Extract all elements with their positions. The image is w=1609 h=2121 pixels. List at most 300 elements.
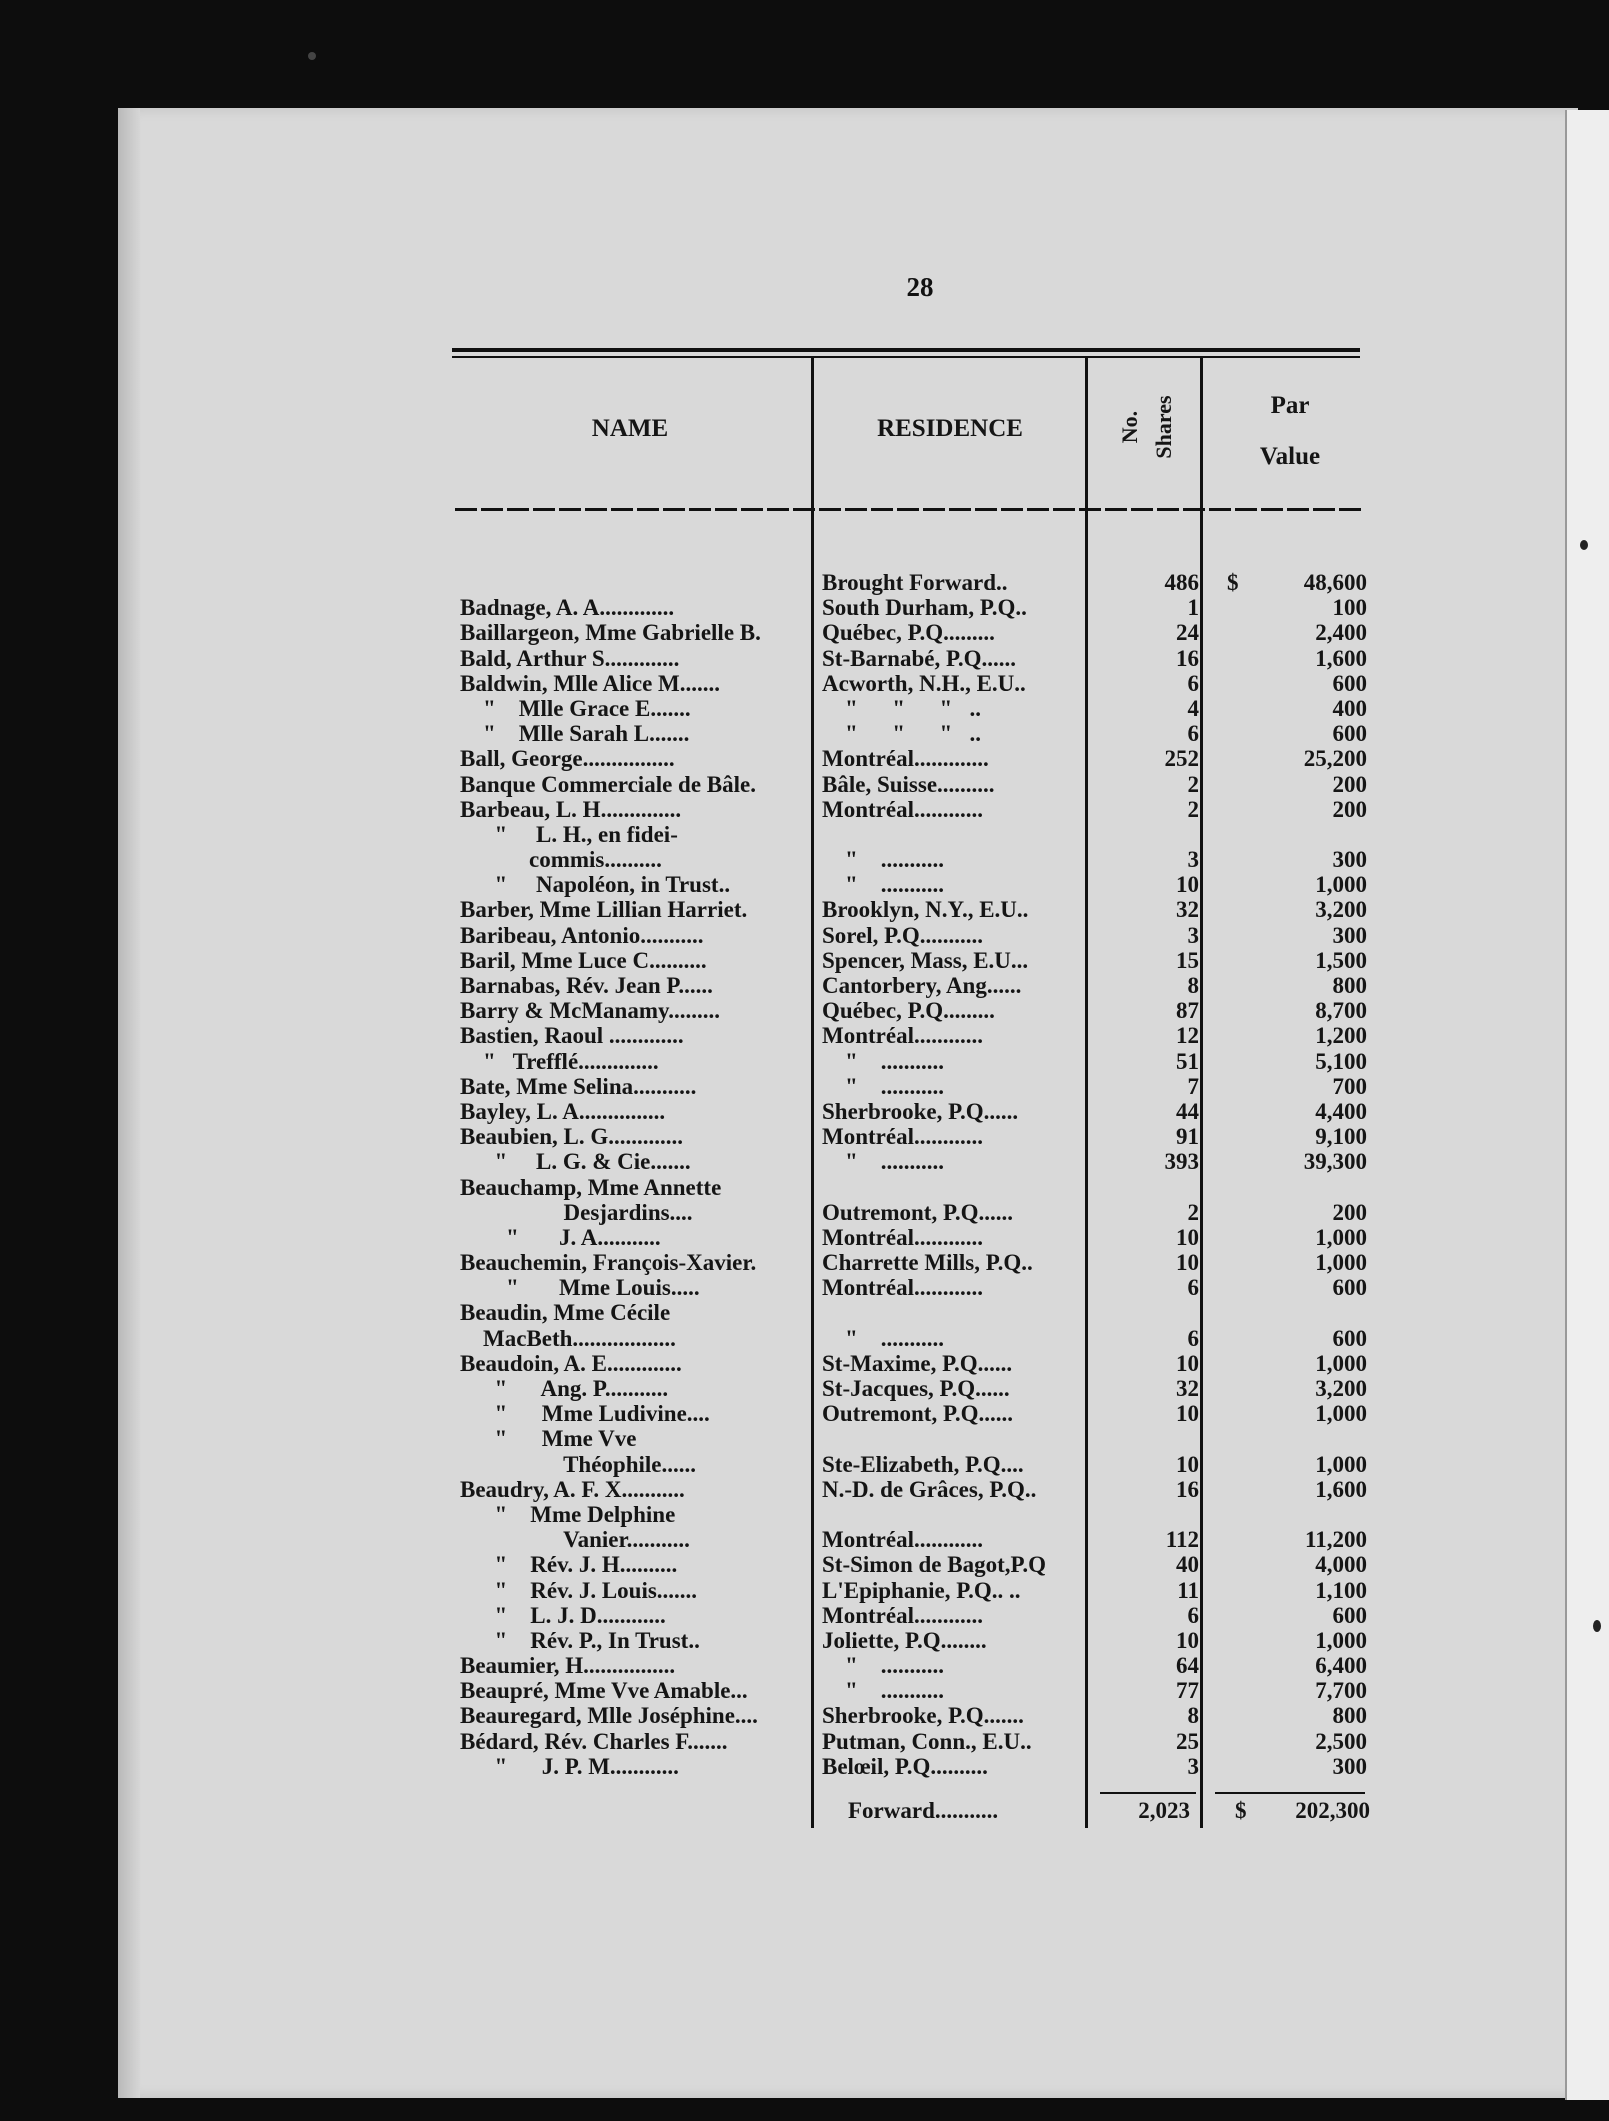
shares-count: 10: [1176, 1627, 1199, 1653]
header-rule: [455, 508, 1363, 511]
shares-count: 10: [1176, 1250, 1199, 1276]
table-row: [460, 1603, 1380, 1628]
residence: Montréal............: [822, 1224, 983, 1250]
shares-count: 10: [1176, 1451, 1199, 1477]
scan-speck: [1580, 540, 1588, 550]
residence: South Durham, P.Q..: [822, 595, 1027, 621]
residence: Outremont, P.Q......: [822, 1199, 1014, 1225]
header-par-line1: Par: [1270, 392, 1310, 419]
shareholder-name: " Rév. P., In Trust..: [460, 1627, 700, 1653]
shareholder-name: " Rév. J. H..........: [460, 1552, 678, 1578]
shareholder-name: Beauchamp, Mme Annette: [460, 1174, 722, 1200]
par-value: 300: [1332, 847, 1367, 873]
par-value: [1247, 1502, 1367, 1527]
table-row: [460, 1401, 1380, 1426]
residence: Montréal............: [822, 796, 983, 822]
table-row: [460, 1502, 1380, 1527]
residence: Belœil, P.Q..........: [822, 1753, 988, 1779]
residence: [822, 1502, 1087, 1527]
par-value: 200: [1332, 1199, 1367, 1225]
shareholder-name: Beaubien, L. G.............: [460, 1124, 684, 1150]
shareholder-name: Beaudin, Mme Cécile: [460, 1300, 671, 1326]
par-value: 3,200: [1315, 1376, 1367, 1401]
dollar-sign: [1227, 847, 1247, 872]
residence: Québec, P.Q.........: [822, 998, 995, 1024]
shares-count: 6: [1187, 1275, 1199, 1301]
shares-count: 2: [1187, 771, 1199, 797]
table-row: [460, 595, 1380, 620]
par-value: 48,600: [1303, 570, 1367, 595]
dollar-sign: [1227, 620, 1247, 645]
par-value: 1,000: [1315, 1627, 1367, 1653]
shares-count: 15: [1176, 947, 1199, 973]
shares-count: 8: [1187, 973, 1199, 998]
shareholder-name: Beauregard, Mlle Joséphine....: [460, 1703, 758, 1729]
dollar-sign: [1227, 746, 1247, 771]
shares-count: [1090, 1175, 1205, 1200]
table-row: [460, 897, 1380, 922]
dollar-sign: [1227, 1275, 1247, 1300]
dollar-sign: $: [1227, 570, 1239, 595]
par-value: 100: [1332, 595, 1367, 621]
par-value: 600: [1332, 670, 1367, 696]
table-row: [460, 822, 1380, 847]
residence: Outremont, P.Q......: [822, 1401, 1014, 1427]
residence: [822, 822, 1087, 847]
dollar-sign: [1227, 973, 1247, 998]
table-row: [460, 1653, 1380, 1678]
dollar-sign: [1227, 797, 1247, 822]
residence: St-Simon de Bagot,P.Q: [822, 1552, 1047, 1578]
dollar-sign: [1227, 1729, 1247, 1754]
shareholder-name: commis..........: [460, 847, 662, 873]
par-value: [1247, 1426, 1367, 1451]
par-value: 1,200: [1315, 1023, 1367, 1049]
dollar-sign: [1227, 1225, 1247, 1250]
table-row: [460, 772, 1380, 797]
shareholder-name: Vanier...........: [460, 1527, 690, 1553]
shareholder-name: Ball, George................: [460, 746, 675, 772]
dollar-sign: [1227, 1703, 1247, 1728]
dollar-sign: [1227, 1200, 1247, 1225]
footer-rule-shares: [1100, 1792, 1196, 1794]
residence: Montréal............: [822, 1124, 983, 1150]
dollar-sign: [1227, 1401, 1247, 1426]
top-rule-thick: [452, 348, 1360, 352]
table-row: [460, 570, 1380, 595]
shareholder-name: " Ang. P...........: [460, 1376, 669, 1401]
table-row: [460, 1552, 1380, 1577]
par-value: [1247, 1300, 1367, 1325]
residence: " ...........: [822, 1073, 945, 1099]
header-shares-line2: Shares: [1151, 395, 1176, 459]
shareholder-name: " J. A...........: [460, 1224, 661, 1250]
residence: Spencer, Mass, E.U...: [822, 947, 1029, 973]
residence: [822, 1175, 1087, 1200]
header-name: NAME: [591, 415, 669, 442]
scan-speck: [308, 52, 316, 60]
dollar-sign: [1227, 646, 1247, 671]
shares-count: 486: [1164, 570, 1199, 595]
dollar-sign: [1227, 897, 1247, 922]
residence: Montréal............: [822, 1602, 983, 1628]
shares-count: 16: [1176, 1476, 1199, 1502]
shares-count: 7: [1187, 1073, 1199, 1099]
par-value: 800: [1332, 1703, 1367, 1729]
residence: Cantorbery, Ang......: [822, 973, 1022, 998]
dollar-sign: [1227, 1250, 1247, 1275]
table-row: [460, 1049, 1380, 1074]
residence: L'Epiphanie, P.Q.. ..: [822, 1577, 1021, 1603]
par-value: 600: [1332, 721, 1367, 747]
table-row: [460, 1074, 1380, 1099]
table-row: [460, 847, 1380, 872]
par-value: 8,700: [1315, 998, 1367, 1024]
table-row: [460, 1225, 1380, 1250]
header-shares-line1: No.: [1117, 410, 1142, 444]
table-row: [460, 923, 1380, 948]
footer-par-total: 202,300: [1295, 1798, 1370, 1823]
shares-count: [1090, 822, 1205, 847]
shareholder-name: " Mme Vve: [460, 1426, 637, 1452]
footer-rule-par: [1215, 1792, 1365, 1794]
par-value: 6,400: [1315, 1653, 1367, 1679]
dollar-sign: [1227, 1452, 1247, 1477]
table-row: [460, 1376, 1380, 1401]
shares-count: 393: [1164, 1149, 1199, 1175]
residence: Montréal............: [822, 1527, 983, 1553]
table-row: [460, 1099, 1380, 1124]
shares-count: 112: [1165, 1527, 1199, 1553]
par-value: 700: [1332, 1073, 1367, 1099]
footer-shares-total: 2,023: [1138, 1798, 1190, 1823]
table-row: [460, 1124, 1380, 1149]
residence: St-Barnabé, P.Q......: [822, 645, 1017, 671]
dollar-sign: [1227, 1149, 1247, 1174]
dollar-sign: [1227, 1049, 1247, 1074]
scan-speck: [1593, 1620, 1601, 1632]
residence: " ...........: [822, 872, 945, 898]
table-row: [460, 1527, 1380, 1552]
dollar-sign: [1227, 1653, 1247, 1678]
table-row: [460, 1351, 1380, 1376]
par-value: 800: [1332, 973, 1367, 998]
table-row: [460, 721, 1380, 746]
dollar-sign: [1227, 1376, 1247, 1401]
footer-forward-label: Forward...........: [848, 1798, 999, 1823]
shares-count: 10: [1176, 872, 1199, 898]
shareholder-name: Beaudry, A. F. X...........: [460, 1476, 685, 1502]
shares-count: 64: [1176, 1653, 1199, 1679]
dollar-sign: [1227, 772, 1247, 797]
shares-count: 2: [1187, 1199, 1199, 1225]
residence: " ...........: [822, 847, 945, 873]
page-number: 28: [906, 272, 934, 302]
shares-count: 6: [1187, 670, 1199, 696]
table-row: [460, 1250, 1380, 1275]
dollar-sign: [1227, 1502, 1247, 1527]
par-value: 9,100: [1315, 1124, 1367, 1150]
dollar-sign: [1227, 696, 1247, 721]
table-row: [460, 1578, 1380, 1603]
shares-count: 6: [1187, 1325, 1199, 1351]
par-value: 600: [1332, 1602, 1367, 1628]
header-par-line2: Value: [1259, 443, 1321, 470]
shareholder-name: " Rév. J. Louis.......: [460, 1577, 698, 1603]
shareholder-name: " Mme Louis.....: [460, 1275, 700, 1301]
par-value: 7,700: [1315, 1678, 1367, 1704]
table-row: [460, 620, 1380, 645]
shareholder-name: " L. J. D............: [460, 1602, 666, 1628]
table-row: [460, 696, 1380, 721]
shares-count: 44: [1176, 1098, 1199, 1124]
shares-count: 25: [1176, 1728, 1199, 1754]
table-row: [460, 872, 1380, 897]
par-value: 4,400: [1315, 1098, 1367, 1124]
par-value: 200: [1332, 771, 1367, 797]
residence: " " " ..: [822, 721, 982, 747]
par-value: [1247, 1175, 1367, 1200]
table-row: [460, 746, 1380, 771]
par-value: 3,200: [1315, 897, 1367, 923]
shareholder-name: " Mme Delphine: [460, 1501, 676, 1527]
residence: Ste-Elizabeth, P.Q....: [822, 1451, 1024, 1477]
dollar-sign: [1227, 595, 1247, 620]
table-row: [460, 1754, 1380, 1779]
dollar-sign: [1227, 1552, 1247, 1577]
par-value: 2,400: [1315, 620, 1367, 646]
par-value: 2,500: [1315, 1728, 1367, 1754]
par-value: 1,000: [1315, 1401, 1367, 1427]
shareholder-name: Banque Commerciale de Bâle.: [460, 771, 756, 797]
table-row: [460, 1275, 1380, 1300]
shareholder-name: Beaumier, H................: [460, 1653, 676, 1679]
footer-dollar-sign: $: [1235, 1798, 1247, 1823]
par-value: 39,300: [1303, 1149, 1367, 1175]
shareholder-name: " Mlle Grace E.......: [460, 695, 691, 721]
dollar-sign: [1227, 1124, 1247, 1149]
residence: Putman, Conn., E.U..: [822, 1728, 1032, 1754]
residence: Joliette, P.Q........: [822, 1627, 987, 1653]
par-value: 300: [1332, 1753, 1367, 1779]
residence: Montréal............: [822, 1275, 983, 1301]
dollar-sign: [1227, 671, 1247, 696]
shareholder-table: [460, 570, 1380, 1779]
dollar-sign: [1227, 1754, 1247, 1779]
shareholder-name: Bastien, Raoul .............: [460, 1023, 684, 1049]
shareholder-name: Baril, Mme Luce C..........: [460, 947, 707, 973]
shares-count: 32: [1176, 1376, 1199, 1401]
shares-count: 11: [1177, 1577, 1199, 1603]
shares-count: 12: [1176, 1023, 1199, 1049]
dollar-sign: [1227, 1426, 1247, 1451]
table-row: [460, 1200, 1380, 1225]
par-value: 1,600: [1315, 1476, 1367, 1502]
residence: Charrette Mills, P.Q..: [822, 1250, 1033, 1276]
shares-count: 40: [1176, 1552, 1199, 1578]
table-row: [460, 797, 1380, 822]
shares-count: 10: [1176, 1401, 1199, 1427]
table-row: [460, 948, 1380, 973]
residence: St-Maxime, P.Q......: [822, 1350, 1013, 1376]
shares-count: 6: [1187, 721, 1199, 747]
residence: Sherbrooke, P.Q.......: [822, 1703, 1024, 1729]
dollar-sign: [1227, 872, 1247, 897]
shares-count: 1: [1187, 595, 1199, 621]
shares-count: 32: [1176, 897, 1199, 923]
shareholder-name: Bate, Mme Selina...........: [460, 1073, 697, 1099]
shareholder-name: Bédard, Rév. Charles F.......: [460, 1728, 728, 1754]
shares-count: 10: [1176, 1224, 1199, 1250]
shares-count: 3: [1187, 922, 1199, 948]
shares-count: 91: [1176, 1124, 1199, 1150]
table-row: [460, 1326, 1380, 1351]
par-value: 1,100: [1315, 1577, 1367, 1603]
residence: " ...........: [822, 1325, 945, 1351]
shareholder-name: Barry & McManamy.........: [460, 998, 720, 1024]
shareholder-name: Beaupré, Mme Vve Amable...: [460, 1678, 748, 1704]
shares-count: 4: [1187, 695, 1199, 721]
residence: Sorel, P.Q...........: [822, 922, 984, 948]
shares-count: 10: [1176, 1350, 1199, 1376]
residence: Bâle, Suisse..........: [822, 771, 995, 797]
par-value: 400: [1332, 695, 1367, 721]
residence: Sherbrooke, P.Q......: [822, 1098, 1019, 1124]
residence: " ...........: [822, 1678, 945, 1704]
shares-count: 51: [1176, 1048, 1199, 1074]
par-value: 1,000: [1315, 872, 1367, 898]
par-value: 600: [1332, 1325, 1367, 1351]
table-row: [460, 1477, 1380, 1502]
shareholder-name: Beauchemin, François-Xavier.: [460, 1250, 757, 1276]
dollar-sign: [1227, 1351, 1247, 1376]
shareholder-name: " Mme Ludivine....: [460, 1401, 710, 1427]
shares-count: 8: [1187, 1703, 1199, 1729]
dollar-sign: [1227, 1099, 1247, 1124]
dollar-sign: [1227, 948, 1247, 973]
dollar-sign: [1227, 923, 1247, 948]
table-row: [460, 1703, 1380, 1728]
residence: N.-D. de Grâces, P.Q..: [822, 1476, 1037, 1502]
residence: Brooklyn, N.Y., E.U..: [822, 897, 1029, 923]
shareholder-name: Théophile......: [460, 1451, 696, 1477]
shareholder-name: " Trefflé..............: [460, 1048, 659, 1074]
shareholder-name: Bald, Arthur S.............: [460, 645, 680, 671]
par-value: 300: [1332, 922, 1367, 948]
par-value: 1,000: [1315, 1451, 1367, 1477]
dollar-sign: [1227, 822, 1247, 847]
dollar-sign: [1227, 1603, 1247, 1628]
shareholder-name: MacBeth..................: [460, 1325, 676, 1351]
table-row: [460, 1175, 1380, 1200]
shareholder-name: Baldwin, Mlle Alice M.......: [460, 670, 721, 696]
dollar-sign: [1227, 1628, 1247, 1653]
shareholder-name: " L. G. & Cie.......: [460, 1149, 691, 1175]
table-row: [460, 1426, 1380, 1451]
par-value: 1,000: [1315, 1224, 1367, 1250]
shareholder-name: Barnabas, Rév. Jean P......: [460, 973, 713, 998]
shares-count: 87: [1176, 998, 1199, 1024]
par-value: 1,000: [1315, 1350, 1367, 1376]
shares-count: [1090, 1502, 1205, 1527]
par-value: 11,200: [1305, 1527, 1367, 1553]
dollar-sign: [1227, 721, 1247, 746]
residence: Montréal.............: [822, 746, 989, 772]
residence: " ...........: [822, 1149, 945, 1175]
par-value: 4,000: [1315, 1552, 1367, 1578]
residence: Montréal............: [822, 1023, 983, 1049]
shareholder-name: Beaudoin, A. E.............: [460, 1350, 682, 1376]
shareholder-name: Barber, Mme Lillian Harriet.: [460, 897, 748, 923]
residence: [822, 1300, 1087, 1325]
shareholder-name: Badnage, A. A.............: [460, 595, 675, 621]
dollar-sign: [1227, 1477, 1247, 1502]
par-value: 1,600: [1315, 645, 1367, 671]
residence: Brought Forward..: [822, 570, 1008, 595]
dollar-sign: [1227, 1300, 1247, 1325]
dollar-sign: [1227, 1023, 1247, 1048]
shareholder-name: Desjardins....: [460, 1199, 693, 1225]
dollar-sign: [1227, 1074, 1247, 1099]
shareholder-name: [460, 570, 812, 595]
shares-count: 6: [1187, 1602, 1199, 1628]
dollar-sign: [1227, 998, 1247, 1023]
shares-count: 3: [1187, 847, 1199, 873]
par-value: 1,000: [1315, 1250, 1367, 1276]
shares-count: 252: [1164, 746, 1199, 772]
shareholder-name: Bayley, L. A...............: [460, 1098, 666, 1124]
table-row: [460, 1628, 1380, 1653]
table-row: [460, 646, 1380, 671]
shareholder-name: " Mlle Sarah L.......: [460, 721, 690, 747]
residence: " " " ..: [822, 695, 982, 721]
table-row: [460, 973, 1380, 998]
par-value: 5,100: [1315, 1048, 1367, 1074]
table-row: [460, 998, 1380, 1023]
table-row: [460, 1023, 1380, 1048]
par-value: [1247, 822, 1367, 847]
shares-count: 2: [1187, 796, 1199, 822]
shareholder-name: Barbeau, L. H..............: [460, 796, 682, 822]
shares-count: [1090, 1300, 1205, 1325]
shareholder-name: Baribeau, Antonio...........: [460, 922, 704, 948]
shareholder-name: " Napoléon, in Trust..: [460, 872, 731, 898]
residence: Acworth, N.H., E.U..: [822, 670, 1026, 696]
residence: Québec, P.Q.........: [822, 620, 995, 646]
header-residence: RESIDENCE: [877, 415, 1023, 442]
residence: " ...........: [822, 1653, 945, 1679]
dollar-sign: [1227, 1527, 1247, 1552]
shareholder-name: " L. H., en fidei-: [460, 821, 678, 847]
shares-count: 77: [1176, 1678, 1199, 1704]
table-row: [460, 1678, 1380, 1703]
facing-page-edge: [1565, 110, 1609, 2100]
par-value: 600: [1332, 1275, 1367, 1301]
table-row: [460, 1729, 1380, 1754]
dollar-sign: [1227, 1578, 1247, 1603]
page-binding-shadow: [118, 108, 140, 2098]
residence: " ...........: [822, 1048, 945, 1074]
shares-count: 16: [1176, 645, 1199, 671]
top-rule-thin: [452, 356, 1360, 358]
residence: St-Jacques, P.Q......: [822, 1376, 1010, 1401]
table-row: [460, 1452, 1380, 1477]
dollar-sign: [1227, 1678, 1247, 1703]
par-value: 25,200: [1303, 746, 1367, 772]
shares-count: 3: [1187, 1753, 1199, 1779]
par-value: 1,500: [1315, 947, 1367, 973]
residence: [822, 1426, 1087, 1451]
